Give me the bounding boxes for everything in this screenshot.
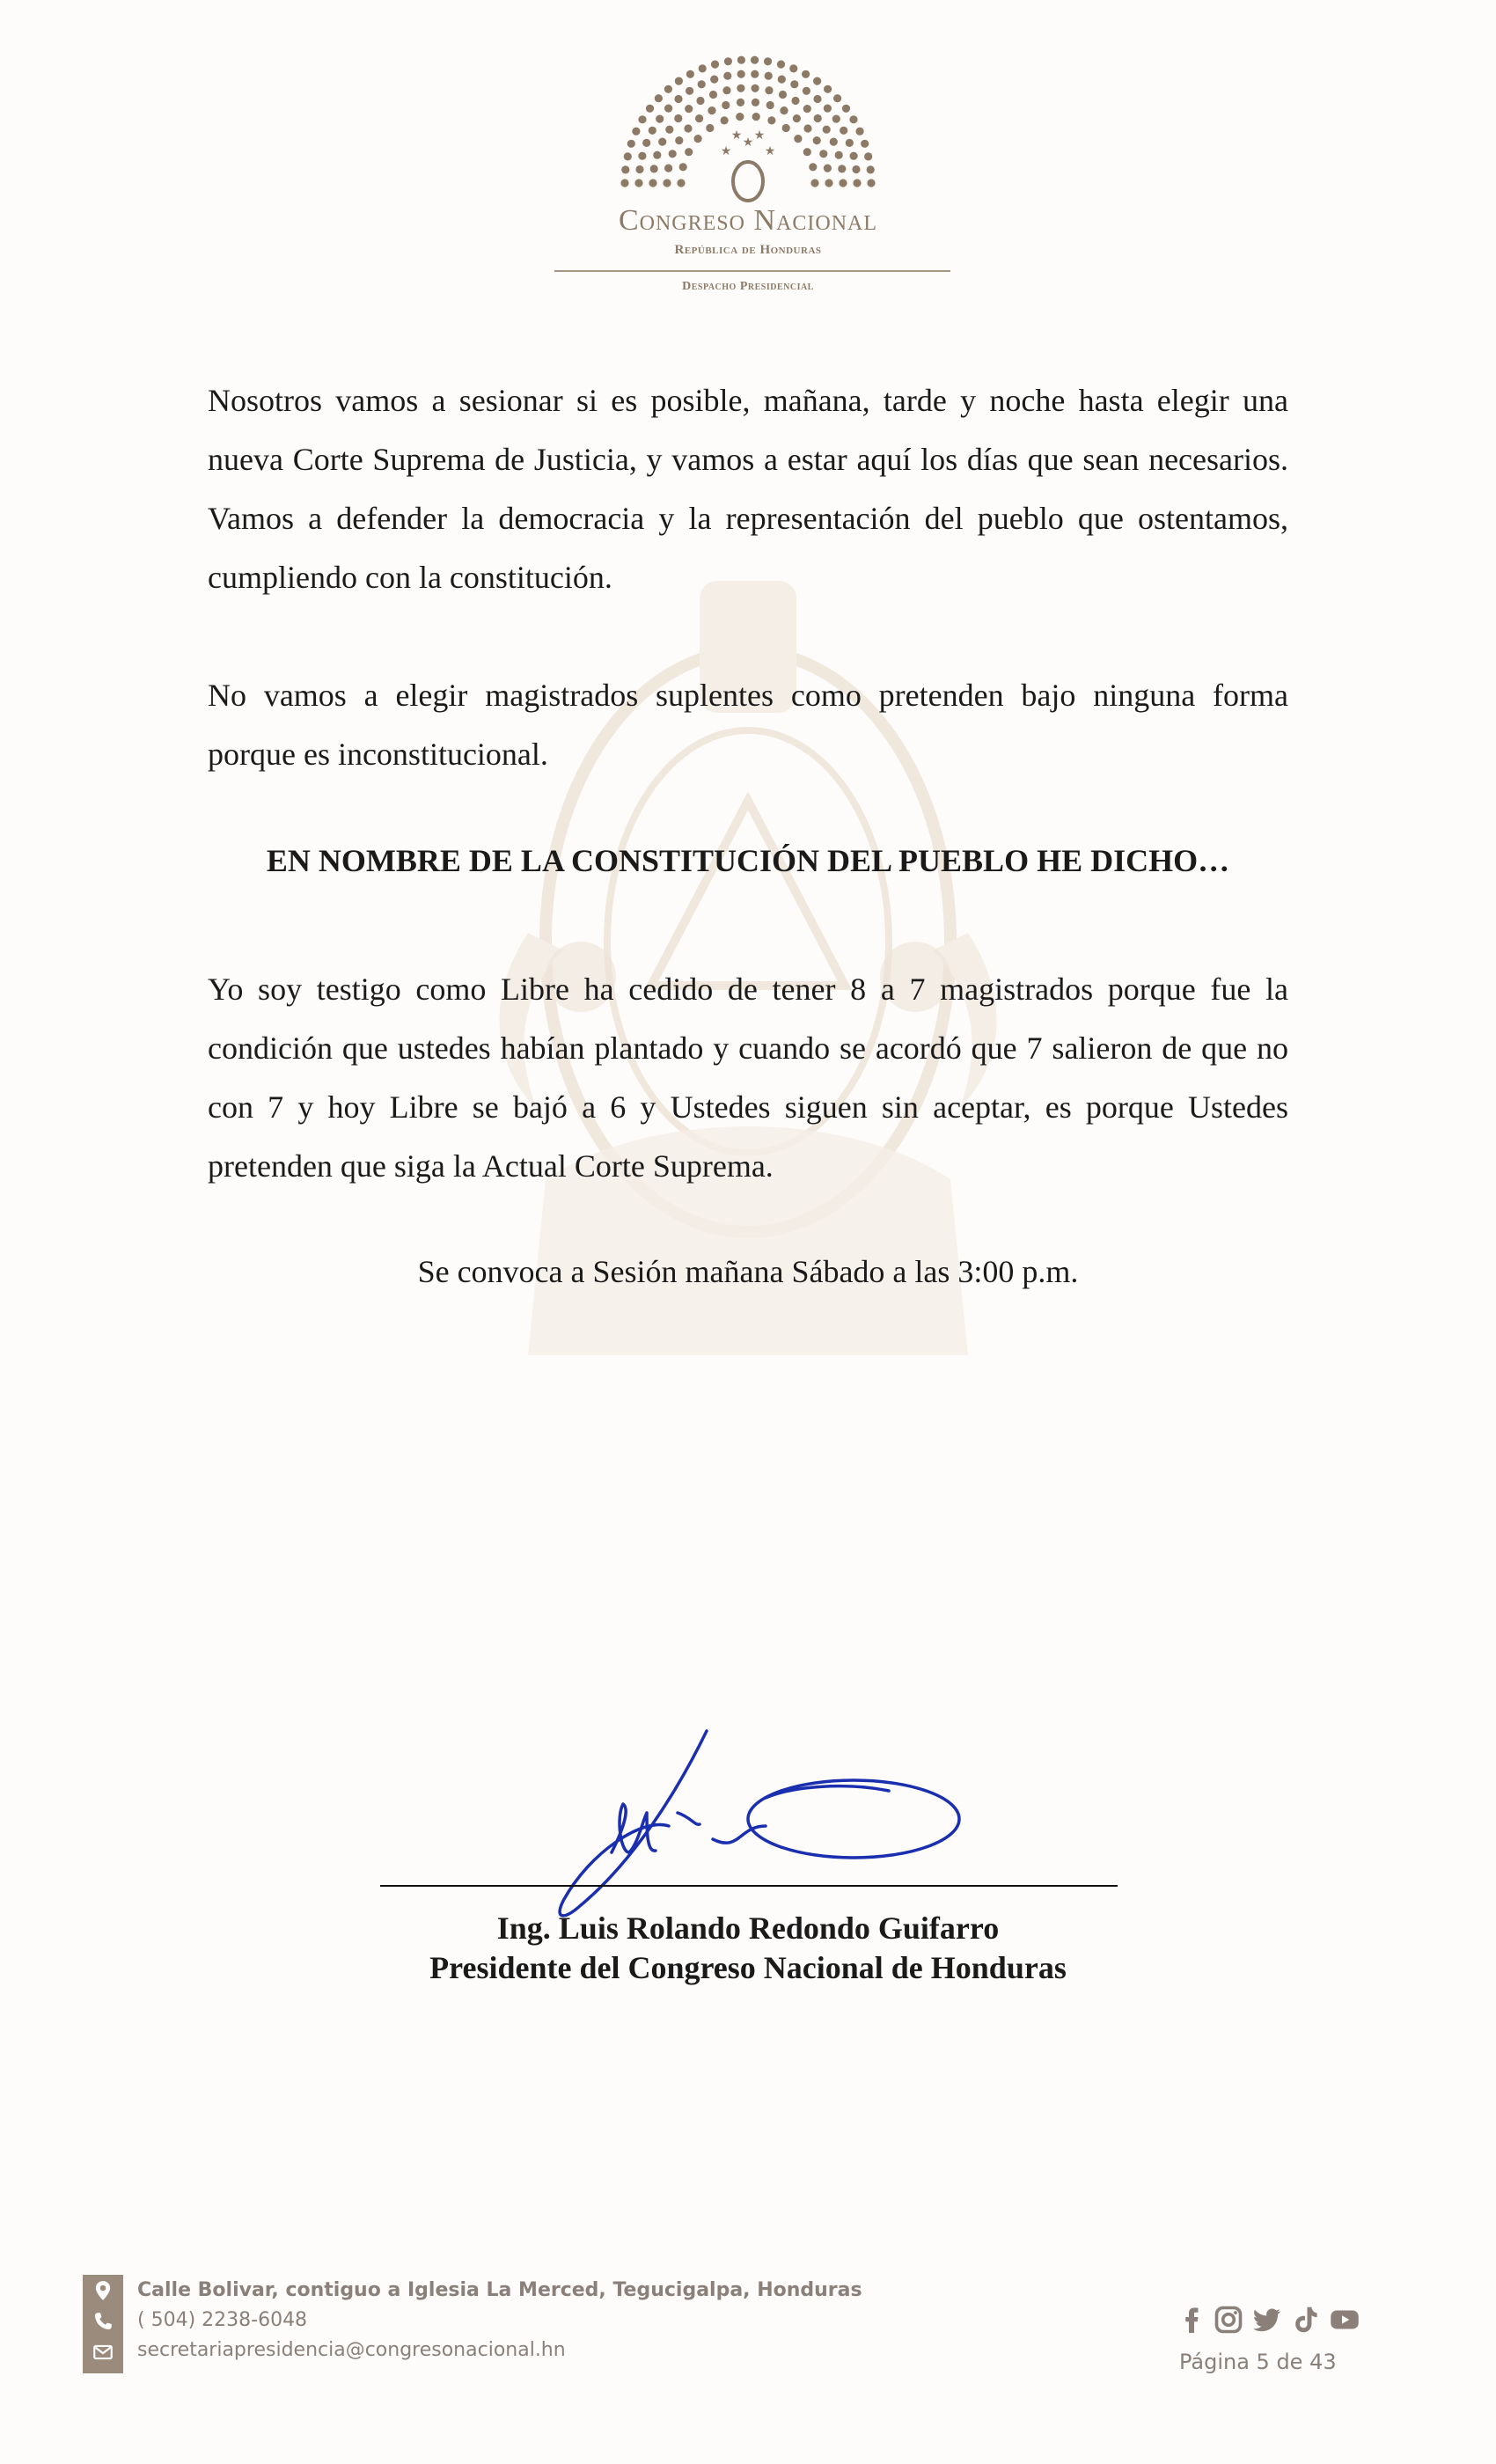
logo-dot [814,114,822,122]
logo-dot [638,115,646,123]
logo-dot [793,114,801,122]
office-name: Despacho Presidencial [682,280,814,293]
paragraph-magistrates: Yo soy testigo como Libre ha cedido de tener 8 a 7 magistrados porque fue la condición que ustedes habían plantado y cuando se acordó que 7 salieron de que no con 7 y hoy Libre se bajó a 6 y Ustedes siguen sin aceptar, es porque Ustedes pretenden que siga la Actual Corte Suprema. [208,972,1288,1184]
logo-dot [708,106,715,114]
institution-name: Congreso Nacional [618,204,878,237]
logo-dot [849,115,857,123]
logo-dot [695,114,703,122]
youtube-icon[interactable] [1329,2304,1360,2336]
logo-dot [658,138,666,146]
logo-dot [674,114,682,122]
paragraph-session: Nosotros vamos a sesionar si es posible, mañana, tarde y noche hasta elegir una nueva Corte Suprema de Justicia, y vamos a estar aquí los días que sean necesarios. Vamos a defender la democracia y la representación del pueblo que ostentamos, cumpliendo con la constitución. [208,383,1288,595]
logo-dot [656,115,664,123]
logo-dot [635,165,643,173]
logo-dot [664,85,672,93]
footer-address: Calle Bolivar, contiguo a Iglesia La Merced, Tegucigalpa, Honduras [137,2279,862,2301]
facebook-icon[interactable] [1176,2304,1207,2336]
logo-dot [794,135,802,143]
logo-dot [803,105,811,113]
logo-dot [737,56,745,64]
logo-dot [809,163,817,171]
logo-dot [686,87,693,95]
header-divider [554,270,950,272]
logo-dot [810,179,818,187]
logo-dot [709,91,717,99]
logo-dot [706,124,714,132]
logo-dot [649,127,656,135]
logo-dot [764,57,772,65]
logo-dot [842,105,850,113]
logo-dot [813,95,821,103]
logo-dot [840,127,847,135]
logo-dot [824,105,832,113]
logo-dot [846,139,854,147]
logo-dot [802,70,810,78]
logo-dot [685,148,693,156]
logo-dot [724,57,732,65]
footer-phone: ( 504) 2238-6048 [137,2309,308,2331]
signature-line [380,1885,1118,1887]
logo-dot [634,179,642,187]
logo-dot [685,105,693,113]
logo-dot [649,179,656,187]
signatory-title: Presidente del Congreso Nacional de Honduras [429,1950,1067,1985]
logo-dot [737,84,744,92]
logo-dot [751,70,759,78]
logo-dot [699,64,707,72]
logo-dot [789,64,797,72]
logo-dot [835,151,843,159]
logo-dot [737,99,744,106]
logo-dot [646,105,654,113]
session-convocation: Se convoca a Sesión mañana Sábado a las 3:00 p.m. [417,1254,1079,1289]
logo-dot [767,116,775,124]
logo-dot [621,165,629,173]
logo-dot [803,87,810,95]
logo-dot [650,165,658,172]
logo-star: ★ [753,129,766,143]
logo-dot [711,61,719,69]
logo-dot [765,86,773,94]
logo-dot [669,150,677,158]
declaration-heading: EN NOMBRE DE LA CONSTITUCIÓN DEL PUEBLO HE DICHO… [266,843,1230,878]
logo-dot [824,85,832,93]
logo-dot [675,77,683,85]
logo-dot [752,113,760,121]
logo-dot [653,151,661,159]
logo-dot [824,165,832,172]
logo-dot [779,91,787,99]
logo-dot [722,101,730,109]
logo-dot [852,165,860,173]
logo-dot [665,126,673,134]
logo-dot [838,165,846,172]
logo-dot [778,76,786,84]
logo-dot [624,152,632,160]
logo-dot [765,72,773,80]
logo-dot [819,150,827,158]
logo-dot [723,72,731,80]
logo-dot [721,116,729,124]
logo-dot [710,76,718,84]
logo-dot [675,136,683,144]
logo-dot [679,163,687,171]
signatory-name: Ing. Luis Rolando Redondo Guifarro [496,1910,1000,1946]
logo-dot [620,179,628,187]
paragraph-substitutes: No vamos a elegir magistrados suplentes como pretenden bajo ninguna forma porque es inconstitucional. [208,678,1288,772]
tiktok-icon[interactable] [1290,2304,1322,2336]
logo-star: ★ [742,136,754,150]
logo-dot [632,128,640,136]
logo-dot [698,80,706,88]
logo-star: ★ [720,145,732,158]
logo-dot [780,106,788,114]
logo-dot [823,126,831,134]
logo-dot [777,61,785,69]
logo-star: ★ [730,129,743,143]
logo-dot [752,99,759,106]
logo-emblem [733,162,763,201]
country-name: República de Honduras [674,243,822,257]
logo-dot [663,179,671,187]
logo-dot [736,113,744,121]
logo-dot [791,97,799,105]
logo-dot [825,179,832,187]
logo-dot [686,70,694,78]
logo-dot [856,128,864,136]
twitter-icon[interactable] [1251,2304,1283,2336]
logo-dot [627,140,635,148]
logo-dot [684,124,692,132]
email-icon [92,2341,114,2364]
logo-dot [664,165,672,172]
logo-dot [813,77,821,85]
logo-dot [867,165,875,173]
logo-dot [861,140,869,148]
logo-dot [832,115,840,123]
logo-dot [752,84,759,92]
logo-dot [664,105,672,113]
logo-dot [782,124,790,132]
logo-dot [694,135,702,143]
logo-dot [803,124,811,132]
phone-icon [92,2310,114,2333]
instagram-icon[interactable] [1213,2304,1244,2336]
logo-dot [674,95,682,103]
location-pin-icon [92,2279,114,2302]
logo-dot [853,179,861,187]
logo-dot [642,139,650,147]
logo-dot [850,152,858,160]
congress-logo-icon [616,51,880,214]
logo-dot [655,94,663,102]
logo-dot [839,179,847,187]
logo-star: ★ [764,145,776,158]
logo-dot [737,70,745,78]
page-number: Página 5 de 43 [1179,2350,1337,2374]
logo-dot [677,179,685,187]
logo-dot [638,152,646,160]
logo-dot [722,86,730,94]
logo-dot [790,80,798,88]
logo-dot [813,136,821,144]
footer-email[interactable]: secretariapresidencia@congresonacional.hn [137,2339,566,2361]
logo-dot [803,148,811,156]
logo-dot [867,179,875,187]
logo-dot [696,97,704,105]
logo-dot [751,56,759,64]
logo-dot [766,101,774,109]
logo-dot [830,138,838,146]
handwritten-signature-icon [475,1720,1003,1923]
logo-dot [833,94,841,102]
logo-dot [864,152,872,160]
